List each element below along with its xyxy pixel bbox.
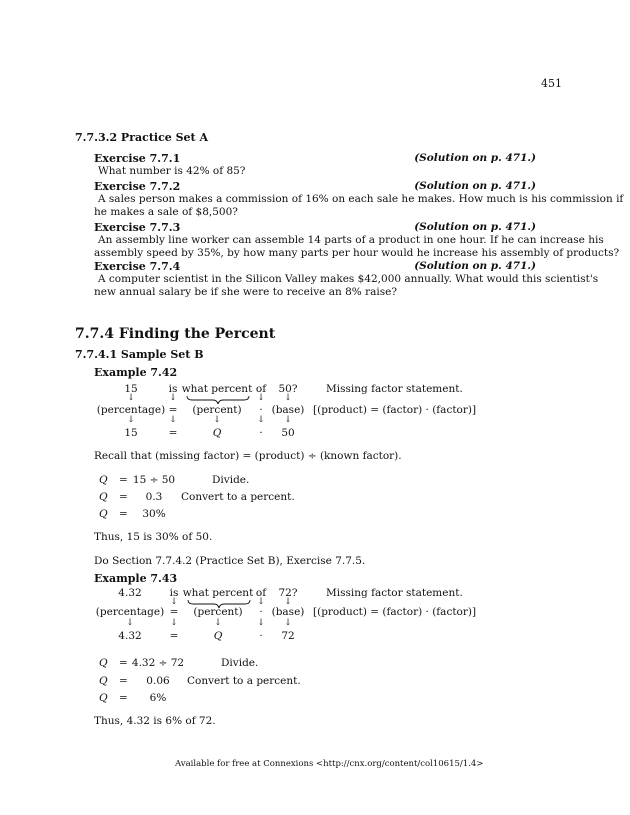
down-arrow-icon: ↓ xyxy=(169,393,177,403)
down-arrow-icon: ↓ xyxy=(213,415,221,425)
step-lhs: Q xyxy=(99,491,108,503)
statement-number: 15 xyxy=(124,383,138,395)
equation-percentage: (percentage) xyxy=(96,404,166,416)
statement-note: Missing factor statement. xyxy=(326,587,463,599)
sample-set-b-heading: 7.7.4.1 Sample Set B xyxy=(75,348,204,361)
equation-percent: (percent) xyxy=(193,606,243,618)
equation-equals: = xyxy=(169,606,179,618)
solution-link[interactable]: (Solution on p. 471.) xyxy=(414,260,536,272)
down-arrow-icon: ↓ xyxy=(284,597,292,607)
statement-is: is xyxy=(169,587,179,599)
footer-link[interactable]: Available for free at Connexions <http://cnx.org/content/col10615/1.4> xyxy=(175,759,484,769)
step-eq: = xyxy=(119,692,128,704)
step-note: Divide. xyxy=(221,657,259,669)
value-equals: = xyxy=(168,427,178,439)
section-heading: 7.7.4 Finding the Percent xyxy=(75,326,276,342)
equation-note: [(product) = (factor) · (factor)] xyxy=(313,606,477,618)
value-number: 4.32 xyxy=(118,630,142,642)
value-base: 50 xyxy=(281,427,295,439)
recall-text: Recall that (missing factor) = (product) ÷ (known factor). xyxy=(94,450,402,462)
equation-dot: · xyxy=(259,404,263,416)
practice-set-a-heading: 7.7.3.2 Practice Set A xyxy=(75,131,208,144)
down-arrow-icon: ↓ xyxy=(257,393,265,403)
equation-dot: · xyxy=(259,606,263,618)
step-note: Convert to a percent. xyxy=(181,491,295,503)
example-title: Example 7.43 xyxy=(94,572,178,585)
statement-base: 72? xyxy=(278,587,298,599)
statement-of: of xyxy=(255,587,267,599)
value-base: 72 xyxy=(281,630,295,642)
step-lhs: Q xyxy=(99,474,108,486)
step-lhs: Q xyxy=(99,508,108,520)
statement-of: of xyxy=(255,383,267,395)
solution-link[interactable]: (Solution on p. 471.) xyxy=(414,180,536,192)
statement-what-percent: what percent xyxy=(182,587,254,599)
down-arrow-icon: ↓ xyxy=(284,415,292,425)
page-number: 451 xyxy=(541,77,562,90)
step-eq: = xyxy=(119,657,128,669)
exercise-text: What number is 42% of 85? xyxy=(98,165,246,177)
down-arrow-icon: ↓ xyxy=(169,415,177,425)
equation-base: (base) xyxy=(271,404,305,416)
step-eq: = xyxy=(119,491,128,503)
down-arrow-icon: ↓ xyxy=(126,618,134,628)
value-number: 15 xyxy=(124,427,138,439)
statement-number: 4.32 xyxy=(118,587,142,599)
equation-base: (base) xyxy=(271,606,305,618)
solution-link[interactable]: (Solution on p. 471.) xyxy=(414,152,536,164)
down-arrow-icon: ↓ xyxy=(284,393,292,403)
step-lhs: Q xyxy=(99,692,108,704)
value-dot: · xyxy=(259,427,263,439)
value-dot: · xyxy=(259,630,263,642)
exercise-title: Exercise 7.7.1 xyxy=(94,152,181,165)
down-arrow-icon: ↓ xyxy=(127,415,135,425)
conclusion-text: Thus, 4.32 is 6% of 72. xyxy=(94,715,216,727)
step-rhs: 6% xyxy=(149,692,167,704)
exercise-text: he makes a sale of $8,500? xyxy=(94,206,238,218)
exercise-title: Exercise 7.7.2 xyxy=(94,180,181,193)
down-arrow-icon: ↓ xyxy=(257,597,265,607)
down-arrow-icon: ↓ xyxy=(284,618,292,628)
step-eq: = xyxy=(119,675,128,687)
step-rhs: 15 ÷ 50 xyxy=(132,474,176,486)
step-eq: = xyxy=(119,474,128,486)
step-rhs: 0.3 xyxy=(145,491,163,503)
statement-what-percent: what percent xyxy=(181,383,253,395)
example-title: Example 7.42 xyxy=(94,366,178,379)
equation-equals: = xyxy=(168,404,178,416)
exercise-title: Exercise 7.7.3 xyxy=(94,221,181,234)
do-section-link[interactable]: Do Section 7.7.4.2 (Practice Set B), Exercise 7.7.5. xyxy=(94,555,366,567)
exercise-text: A sales person makes a commission of 16% on each sale he makes. How much is his commission if xyxy=(98,193,624,205)
step-note: Convert to a percent. xyxy=(187,675,301,687)
exercise-text: new annual salary be if she were to receive an 8% raise? xyxy=(94,286,397,298)
down-arrow-icon: ↓ xyxy=(170,597,178,607)
step-note: Divide. xyxy=(212,474,250,486)
solution-link[interactable]: (Solution on p. 471.) xyxy=(414,221,536,233)
down-arrow-icon: ↓ xyxy=(170,618,178,628)
statement-is: is xyxy=(168,383,178,395)
equation-percent: (percent) xyxy=(192,404,242,416)
exercise-title: Exercise 7.7.4 xyxy=(94,260,181,273)
equation-percentage: (percentage) xyxy=(95,606,165,618)
down-arrow-icon: ↓ xyxy=(127,393,135,403)
value-equals: = xyxy=(169,630,179,642)
conclusion-text: Thus, 15 is 30% of 50. xyxy=(94,531,213,543)
down-arrow-icon: ↓ xyxy=(257,618,265,628)
statement-note: Missing factor statement. xyxy=(326,383,463,395)
step-rhs: 0.06 xyxy=(146,675,170,687)
down-arrow-icon: ↓ xyxy=(214,618,222,628)
statement-base: 50? xyxy=(278,383,298,395)
exercise-text: An assembly line worker can assemble 14 parts of a product in one hour. If he can increase his xyxy=(98,234,604,246)
step-lhs: Q xyxy=(99,657,108,669)
step-rhs: 30% xyxy=(142,508,166,520)
step-lhs: Q xyxy=(99,675,108,687)
equation-note: [(product) = (factor) · (factor)] xyxy=(313,404,477,416)
down-arrow-icon: ↓ xyxy=(257,415,265,425)
step-rhs: 4.32 ÷ 72 xyxy=(131,657,185,669)
exercise-text: assembly speed by 35%, by how many parts per hour would he increase his assembly of products? xyxy=(94,247,620,259)
step-eq: = xyxy=(119,508,128,520)
value-q: Q xyxy=(212,427,222,439)
exercise-text: A computer scientist in the Silicon Valley makes $42,000 annually. What would this scientist's xyxy=(98,273,599,285)
value-q: Q xyxy=(213,630,223,642)
